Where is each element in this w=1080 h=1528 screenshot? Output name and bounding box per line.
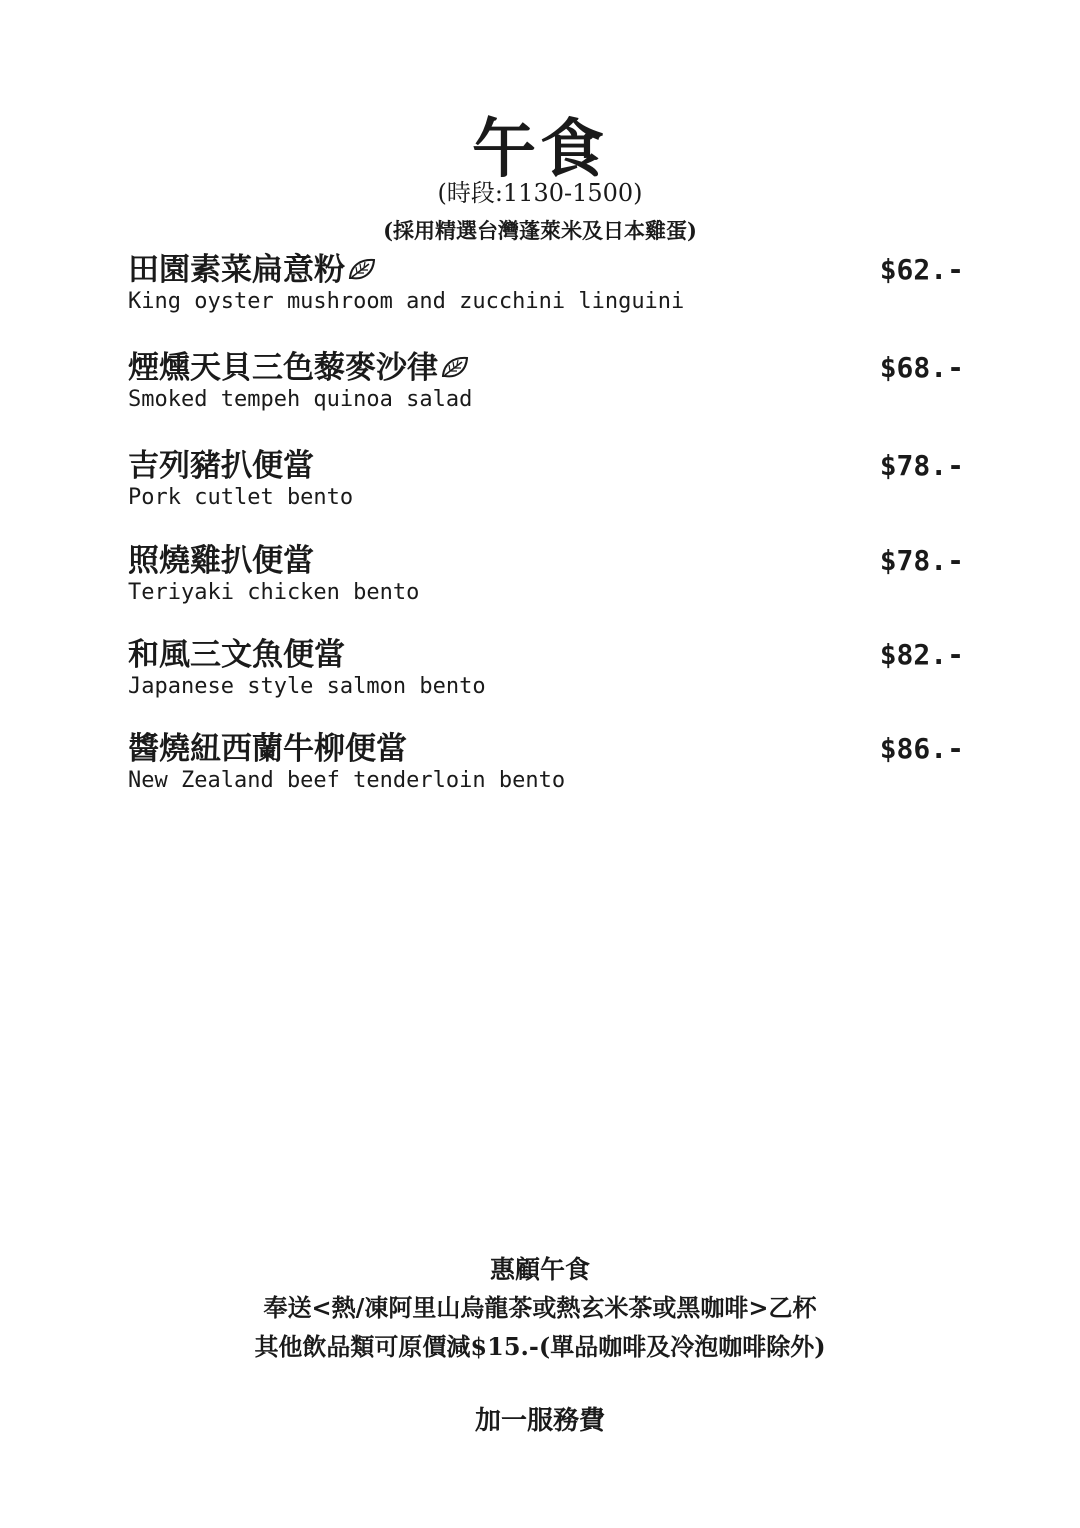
- page-title: 午食: [472, 112, 608, 187]
- ingredient-note: (採用精選台灣蓬萊米及日本雞蛋): [383, 218, 697, 243]
- menu-item-english-name: Japanese style salmon bento: [128, 674, 486, 699]
- menu-item-english-name: Smoked tempeh quinoa salad: [128, 387, 473, 412]
- leaf-icon: [347, 256, 377, 282]
- menu-item-english-name: New Zealand beef tenderloin bento: [128, 768, 566, 793]
- menu-item-price: $68.-: [879, 351, 964, 384]
- service-charge-note: 加一服務費: [474, 1406, 605, 1436]
- menu-item-english-name: Pork cutlet bento: [128, 485, 354, 510]
- menu-item-price: $78.-: [879, 449, 964, 482]
- menu-item-price: $78.-: [879, 544, 964, 577]
- menu-item-price: $62.-: [879, 253, 964, 286]
- menu-item: [128, 350, 968, 430]
- menu-item-chinese-name: 煙燻天貝三色藜麥沙律: [128, 350, 470, 386]
- leaf-icon: [440, 354, 470, 380]
- time-slot-note: (時段:1130-1500): [437, 179, 643, 207]
- promo-heading: 惠顧午食: [489, 1255, 590, 1284]
- promo-drink-offer: 奉送<熱/凍阿里山烏龍茶或熱玄米茶或黑咖啡>乙杯: [263, 1293, 817, 1322]
- menu-item-chinese-name: 和風三文魚便當: [128, 637, 345, 673]
- menu-item-chinese-name: 田園素菜扁意粉: [128, 252, 377, 288]
- menu-item: [128, 252, 968, 332]
- menu-item-chinese-name: 照燒雞扒便當: [128, 543, 314, 579]
- menu-item-price: $86.-: [879, 732, 964, 765]
- menu-item-chinese-name: 醬燒紐西蘭牛柳便當: [128, 731, 407, 767]
- menu-item-english-name: Teriyaki chicken bento: [128, 580, 420, 605]
- menu-item: [128, 448, 968, 528]
- menu-item: [128, 637, 968, 717]
- menu-item-price: $82.-: [879, 638, 964, 671]
- promo-drink-discount: 其他飲品類可原價減$15.-(單品咖啡及冷泡咖啡除外): [254, 1332, 826, 1361]
- menu-item: [128, 731, 968, 811]
- menu-item: [128, 543, 968, 623]
- menu-item-chinese-name: 吉列豬扒便當: [128, 448, 314, 484]
- menu-item-english-name: King oyster mushroom and zucchini linguini: [128, 289, 685, 314]
